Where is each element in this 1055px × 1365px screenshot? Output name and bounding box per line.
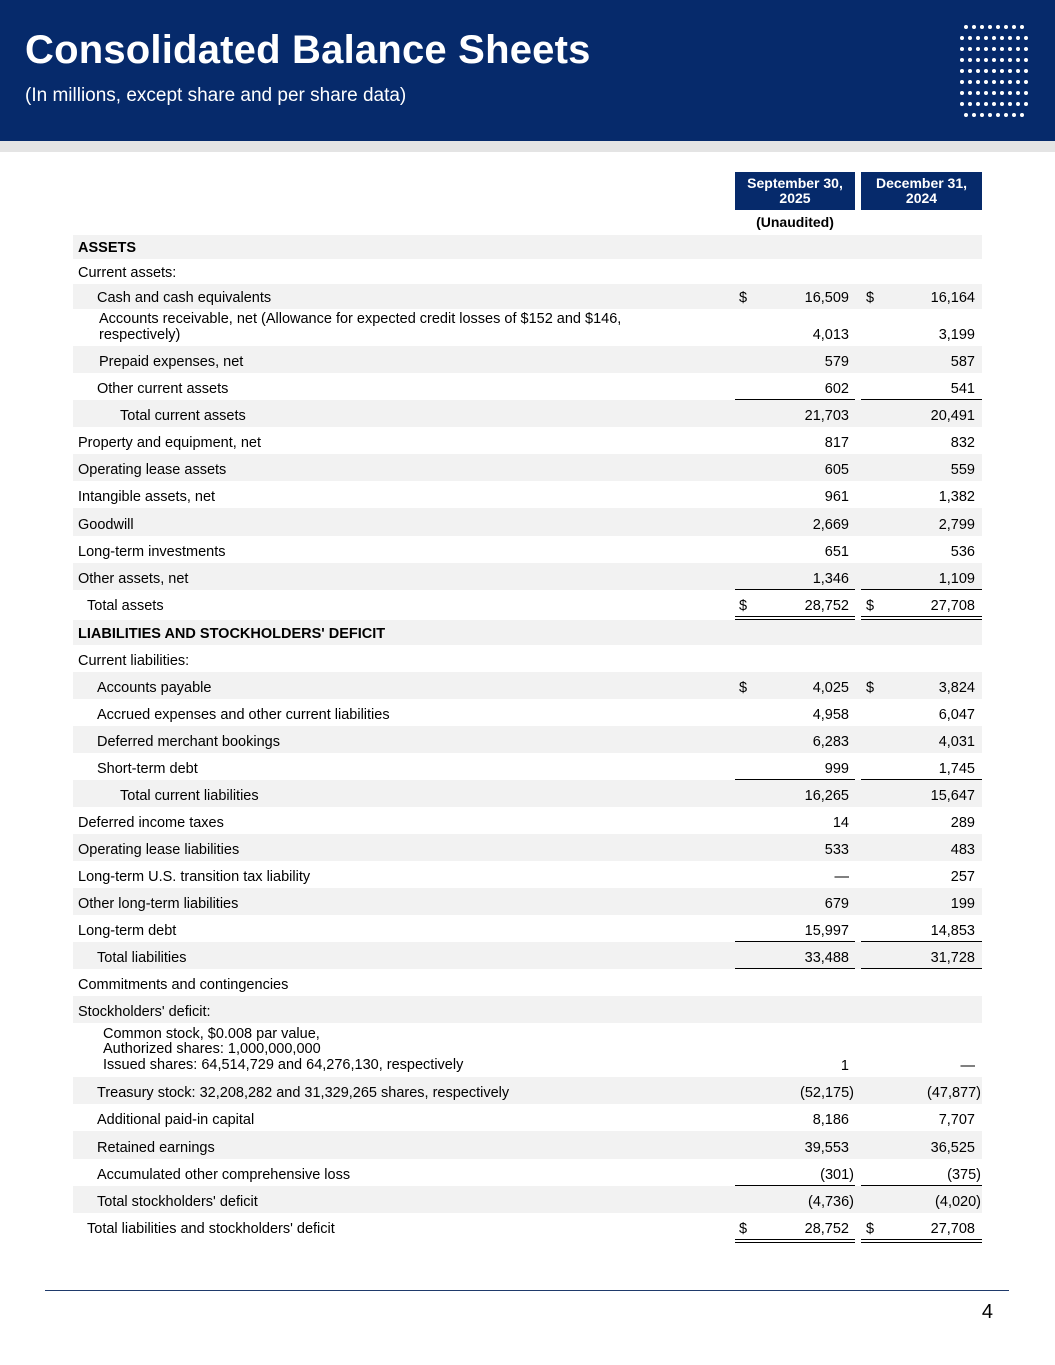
- currency-symbol: $: [866, 680, 875, 696]
- row-label: Other long-term liabilities: [78, 896, 239, 912]
- row-label: Cash and cash equivalents: [97, 290, 272, 306]
- column-header-sep-2025: [735, 172, 855, 210]
- table-row: [73, 284, 982, 309]
- row-label: Total liabilities: [97, 950, 187, 966]
- value-2025: 579: [824, 354, 849, 370]
- currency-symbol: $: [739, 598, 748, 614]
- dot-grid-decoration-icon: [960, 24, 1030, 120]
- column-header-line: 2024: [905, 190, 938, 206]
- column-header-line: December 31,: [875, 175, 968, 191]
- currency-symbol: $: [739, 290, 748, 306]
- row-label: Additional paid-in capital: [97, 1112, 255, 1128]
- value-2025: 1: [840, 1058, 849, 1074]
- value-2024: (4,020): [935, 1194, 981, 1210]
- value-2025: 16,509: [804, 290, 849, 306]
- column-header-line: 2025: [779, 190, 811, 206]
- value-2024: 3,199: [938, 327, 975, 343]
- value-2024: 541: [950, 381, 975, 397]
- table-row: [73, 915, 982, 942]
- value-2025: 39,553: [804, 1140, 849, 1156]
- value-2025: 1,346: [812, 571, 849, 587]
- table-row: [73, 1186, 982, 1213]
- value-2024: (47,877): [926, 1085, 981, 1101]
- section-heading: LIABILITIES AND STOCKHOLDERS' DEFICIT: [78, 626, 386, 642]
- unaudited-label: (Unaudited): [756, 214, 834, 230]
- currency-symbol: $: [739, 1221, 748, 1237]
- value-2024: 483: [950, 842, 975, 858]
- value-2024: 559: [950, 462, 975, 478]
- value-2024: 832: [950, 435, 975, 451]
- table-row: [73, 563, 982, 590]
- value-2025: 605: [824, 462, 849, 478]
- value-2025: (4,736): [808, 1194, 854, 1210]
- value-2024: —: [960, 1058, 975, 1074]
- value-2024: (375): [947, 1167, 981, 1183]
- table-row: [73, 672, 982, 699]
- section-heading: ASSETS: [78, 240, 137, 256]
- row-label: Accumulated other comprehensive loss: [97, 1167, 351, 1183]
- value-2024: 536: [950, 544, 975, 560]
- value-2025: 961: [824, 489, 849, 505]
- value-2024: 3,824: [938, 680, 975, 696]
- value-2025: 33,488: [804, 950, 849, 966]
- table-row: [73, 508, 982, 536]
- table-row: [73, 590, 982, 617]
- row-label: Total current liabilities: [120, 788, 259, 804]
- row-label: Other current assets: [97, 381, 229, 397]
- value-2025: 817: [824, 435, 849, 451]
- row-label: Deferred income taxes: [78, 815, 224, 831]
- table-row: [73, 996, 982, 1023]
- value-2025: 8,186: [812, 1112, 849, 1128]
- value-2025: 602: [824, 381, 849, 397]
- table-row: [73, 259, 982, 284]
- value-2025: (301): [820, 1167, 854, 1183]
- row-label: Total liabilities and stockholders' deficit: [87, 1221, 335, 1237]
- value-2025: 21,703: [804, 408, 849, 424]
- value-2024: 14,853: [930, 923, 975, 939]
- value-2024: 20,491: [930, 408, 975, 424]
- value-2024: 15,647: [930, 788, 975, 804]
- row-label: [103, 1027, 463, 1074]
- row-label: Property and equipment, net: [78, 435, 261, 451]
- row-label: Long-term debt: [78, 923, 177, 939]
- value-2025: 15,997: [804, 923, 849, 939]
- row-label: Long-term investments: [78, 544, 226, 560]
- value-2024: 1,745: [938, 761, 975, 777]
- row-label-line: Accounts receivable, net (Allowance for expected credit losses of $152 and $146,: [99, 311, 622, 327]
- value-2025: 4,958: [812, 707, 849, 723]
- value-2025: 679: [824, 896, 849, 912]
- row-label: Long-term U.S. transition tax liability: [78, 869, 311, 885]
- row-label: Prepaid expenses, net: [99, 354, 244, 370]
- page-title: Consolidated Balance Sheets: [25, 28, 591, 72]
- table-row: [73, 346, 982, 373]
- row-label: Total stockholders' deficit: [97, 1194, 258, 1210]
- value-2024: 16,164: [930, 290, 975, 306]
- row-label-line: Common stock, $0.008 par value,: [103, 1026, 320, 1042]
- total-double-rule: [861, 1239, 982, 1243]
- table-row: [73, 888, 982, 915]
- column-header-line: September 30,: [747, 175, 843, 191]
- row-label: Deferred merchant bookings: [97, 734, 280, 750]
- row-label: Current assets:: [78, 265, 177, 281]
- table-row: [73, 427, 982, 454]
- row-label: Treasury stock: 32,208,282 and 31,329,265 shares, respectively: [97, 1085, 510, 1101]
- table-row: [73, 1104, 982, 1131]
- row-label: Operating lease assets: [78, 462, 227, 478]
- value-2024: 199: [950, 896, 975, 912]
- table-row: [73, 942, 982, 969]
- value-2024: 7,707: [938, 1112, 975, 1128]
- table-row: [73, 454, 982, 481]
- row-label: [99, 311, 621, 343]
- table-row: [73, 780, 982, 807]
- row-label-line: respectively): [99, 327, 181, 343]
- table-row: [73, 481, 982, 508]
- value-2025: 16,265: [804, 788, 849, 804]
- value-2024: 6,047: [938, 707, 975, 723]
- footer-divider: [45, 1290, 1009, 1291]
- table-row: [73, 1213, 982, 1240]
- row-label: Accounts payable: [97, 680, 212, 696]
- table-row: [73, 726, 982, 753]
- row-label-line: Authorized shares: 1,000,000,000: [103, 1041, 321, 1057]
- value-2025: 2,669: [812, 517, 849, 533]
- value-2024: 289: [950, 815, 975, 831]
- row-label: Total current assets: [120, 408, 246, 424]
- value-2025: 6,283: [812, 734, 849, 750]
- value-2025: 999: [824, 761, 849, 777]
- value-2025: 533: [824, 842, 849, 858]
- currency-symbol: $: [866, 598, 875, 614]
- value-2024: 31,728: [930, 950, 975, 966]
- value-2025: 4,013: [812, 327, 849, 343]
- value-2024: 27,708: [930, 1221, 975, 1237]
- table-row: [73, 1159, 982, 1186]
- row-label: Commitments and contingencies: [78, 977, 289, 993]
- row-label: Intangible assets, net: [78, 489, 216, 505]
- value-2025: 651: [824, 544, 849, 560]
- table-row: [73, 373, 982, 400]
- value-2025: 4,025: [812, 680, 849, 696]
- header-banner: [0, 0, 1055, 141]
- value-2024: 27,708: [930, 598, 975, 614]
- table-row: [73, 1131, 982, 1159]
- row-label-line: Issued shares: 64,514,729 and 64,276,130, respectively: [103, 1057, 464, 1073]
- value-2024: 257: [950, 869, 975, 885]
- table-row: [73, 699, 982, 726]
- table-row: [73, 861, 982, 888]
- table-row: [73, 1023, 982, 1077]
- value-2024: 587: [950, 354, 975, 370]
- row-label: Other assets, net: [78, 571, 189, 587]
- row-label: Retained earnings: [97, 1140, 215, 1156]
- table-row: [73, 235, 982, 259]
- column-header-dec-2024: [861, 172, 982, 210]
- row-label: Operating lease liabilities: [78, 842, 240, 858]
- table-row: [73, 969, 982, 996]
- currency-symbol: $: [739, 680, 748, 696]
- table-row: [73, 400, 982, 427]
- row-label: Goodwill: [78, 517, 134, 533]
- value-2024: 1,109: [938, 571, 975, 587]
- header-divider: [0, 141, 1055, 152]
- currency-symbol: $: [866, 290, 875, 306]
- table-row: [73, 645, 982, 672]
- table-row: [73, 753, 982, 780]
- table-row: [73, 536, 982, 563]
- value-2025: 28,752: [804, 598, 849, 614]
- page-subtitle: (In millions, except share and per share data): [25, 85, 407, 106]
- value-2024: 36,525: [930, 1140, 975, 1156]
- value-2024: 4,031: [938, 734, 975, 750]
- row-label: Stockholders' deficit:: [78, 1004, 211, 1020]
- total-double-rule: [735, 1239, 855, 1243]
- page-number: 4: [981, 1301, 993, 1323]
- value-2024: 2,799: [938, 517, 975, 533]
- currency-symbol: $: [866, 1221, 875, 1237]
- value-2025: 14: [832, 815, 849, 831]
- value-2024: 1,382: [938, 489, 975, 505]
- row-label: Current liabilities:: [78, 653, 190, 669]
- value-2025: (52,175): [799, 1085, 854, 1101]
- table-row: [73, 807, 982, 834]
- row-label: Total assets: [87, 598, 164, 614]
- table-row: [73, 834, 982, 861]
- table-row: [73, 1077, 982, 1104]
- row-label: Accrued expenses and other current liabilities: [97, 707, 390, 723]
- value-2025: 28,752: [804, 1221, 849, 1237]
- row-label: Short-term debt: [97, 761, 198, 777]
- table-row: [73, 620, 982, 645]
- table-row: [73, 309, 982, 346]
- value-2025: —: [834, 869, 849, 885]
